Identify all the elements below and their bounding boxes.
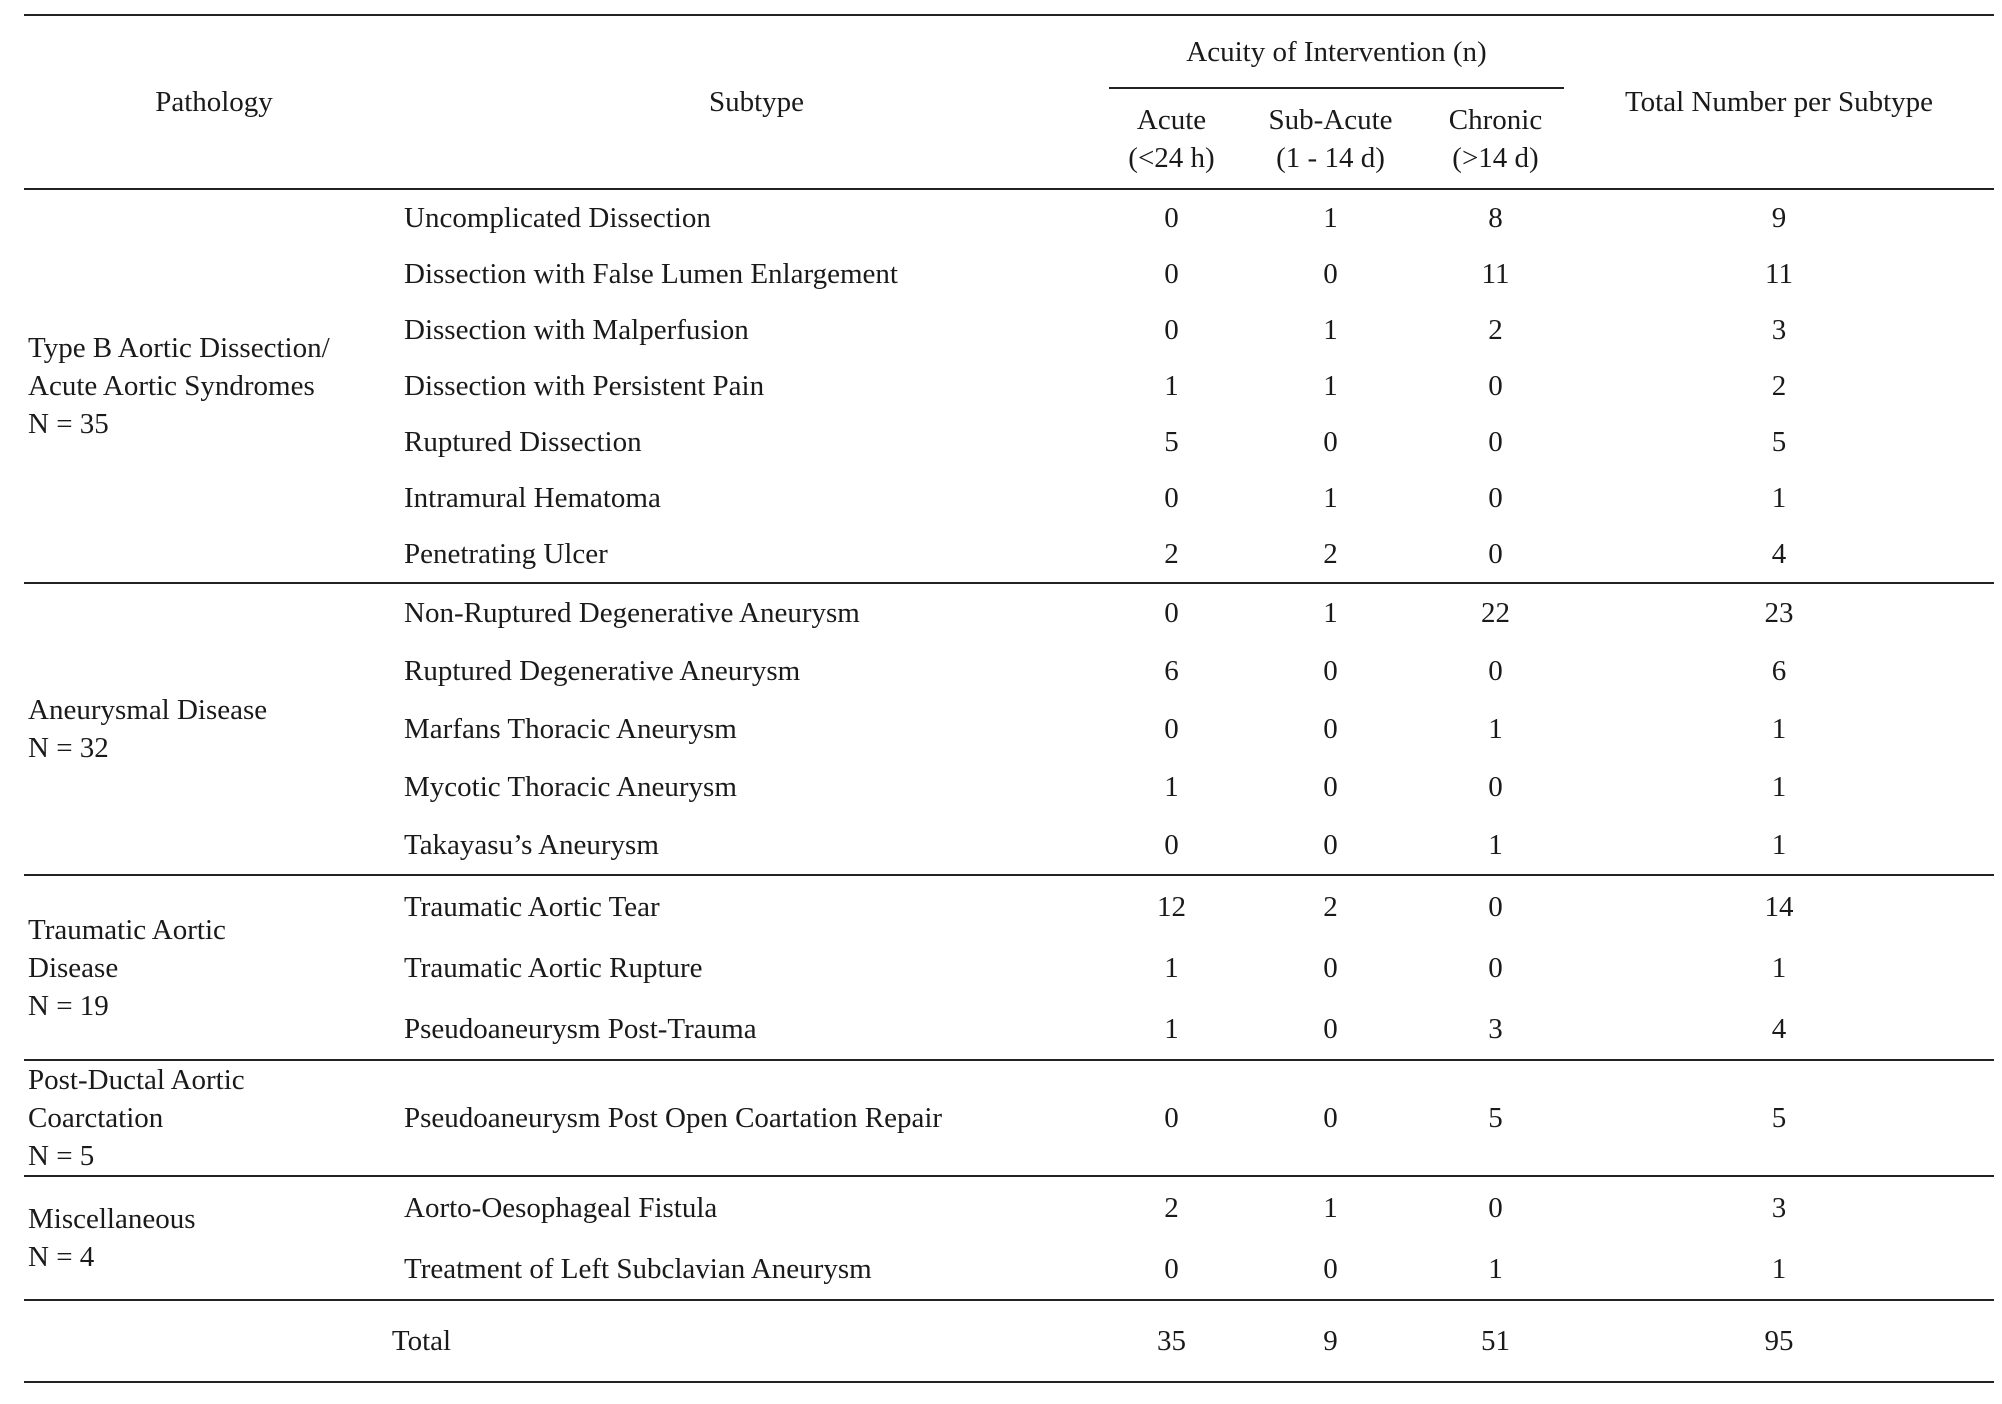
pathology-cell	[24, 1060, 404, 1176]
header-subacute-label: Sub-Acute	[1268, 103, 1393, 136]
subtype-cell: Uncomplicated Dissection	[404, 202, 711, 234]
total-chronic: 51	[1427, 1300, 1564, 1382]
chronic-cell: 22	[1481, 597, 1510, 629]
subtype-cell: Pseudoaneurysm Post-Trauma	[404, 998, 1109, 1060]
table-row	[24, 189, 1994, 246]
table-row	[24, 583, 1994, 642]
total-cell: 1	[1771, 482, 1787, 514]
total-cell: 1	[1564, 816, 1994, 875]
header-acuity-of-intervention: Acuity of Intervention (n)	[1109, 16, 1564, 88]
chronic-cell: 0	[1488, 1191, 1503, 1224]
acute-cell: 1	[1164, 370, 1179, 402]
total-row	[24, 1300, 1994, 1382]
total-label: Total	[24, 1300, 1109, 1382]
pathology-cell	[24, 583, 404, 875]
subtype-cell: Pseudoaneurysm Post Open Coartation Repair	[404, 1060, 1109, 1176]
pathology-count: N = 32	[28, 732, 109, 764]
chronic-cell: 1	[1427, 816, 1564, 875]
acute-cell: 0	[1164, 258, 1179, 290]
chronic-cell: 2	[1488, 314, 1503, 346]
pathology-cell	[24, 875, 404, 1060]
pathology-line: Disease	[28, 951, 119, 984]
pathology-line: Aneurysmal Disease	[28, 694, 268, 726]
subacute-cell: 1	[1323, 482, 1338, 514]
subacute-cell: 0	[1323, 713, 1338, 745]
subacute-cell: 0	[1234, 998, 1427, 1060]
chronic-cell: 1	[1427, 1238, 1564, 1300]
aortic-pathology-table	[24, 14, 1994, 1383]
total-cell: 1	[1771, 713, 1787, 745]
total-cell: 14	[1764, 890, 1794, 923]
acute-cell: 2	[1109, 526, 1234, 583]
table-header	[24, 15, 1994, 189]
acute-cell: 0	[1164, 314, 1179, 346]
table-row	[24, 1060, 1994, 1176]
table-row	[24, 875, 1994, 937]
acute-cell: 5	[1164, 426, 1179, 458]
header-subtype: Subtype	[708, 86, 805, 118]
subtype-cell: Dissection with Malperfusion	[404, 314, 749, 346]
header-acute-label: Acute	[1136, 103, 1207, 136]
acute-cell: 0	[1164, 713, 1179, 745]
pathology-line: Type B Aortic Dissection/	[28, 332, 330, 364]
pathology-count: N = 35	[28, 408, 109, 440]
chronic-cell: 0	[1427, 526, 1564, 583]
acute-cell: 0	[1109, 1238, 1234, 1300]
subtype-cell: Dissection with Persistent Pain	[404, 370, 765, 402]
acute-cell: 0	[1109, 1060, 1234, 1176]
acute-cell: 12	[1157, 890, 1186, 923]
subacute-cell: 0	[1234, 816, 1427, 875]
acute-cell: 0	[1164, 482, 1179, 514]
total-subacute: 9	[1234, 1300, 1427, 1382]
subacute-cell: 0	[1323, 258, 1338, 290]
total-cell: 23	[1764, 597, 1794, 629]
chronic-cell: 1	[1488, 713, 1503, 745]
subtype-cell: Mycotic Thoracic Aneurysm	[404, 771, 737, 803]
header-subacute	[1234, 88, 1427, 188]
subacute-cell: 0	[1323, 771, 1338, 803]
subacute-cell: 1	[1323, 202, 1338, 234]
chronic-cell: 11	[1481, 258, 1510, 290]
pathology-count: N = 4	[28, 1241, 95, 1273]
total-cell: 5	[1564, 1060, 1994, 1176]
chronic-cell: 0	[1488, 482, 1503, 514]
pathology-line: Traumatic Aortic	[28, 913, 226, 946]
header-chronic-label: Chronic	[1448, 103, 1543, 136]
header-pathology: Pathology	[155, 86, 273, 118]
subacute-cell: 1	[1323, 597, 1338, 629]
subtype-cell: Aorto-Oesophageal Fistula	[404, 1191, 718, 1224]
total-cell: 1	[1771, 771, 1787, 803]
subacute-cell: 0	[1323, 426, 1338, 458]
pathology-line: Post-Ductal Aortic	[28, 1064, 245, 1096]
subtype-cell: Traumatic Aortic Rupture	[404, 951, 703, 984]
chronic-cell: 0	[1488, 426, 1503, 458]
chronic-cell: 8	[1488, 202, 1503, 234]
total-cell: 11	[1765, 258, 1793, 290]
subtype-cell: Non-Ruptured Degenerative Aneurysm	[404, 597, 860, 629]
header-chronic	[1427, 88, 1564, 188]
total-cell: 9	[1771, 202, 1787, 234]
subacute-cell: 1	[1323, 314, 1338, 346]
total-cell: 1	[1564, 1238, 1994, 1300]
subacute-cell: 2	[1234, 526, 1427, 583]
acute-cell: 0	[1164, 597, 1179, 629]
total-acute: 35	[1109, 1300, 1234, 1382]
subacute-cell: 1	[1323, 1191, 1338, 1224]
acute-cell: 6	[1164, 655, 1179, 687]
total-cell: 2	[1771, 370, 1787, 402]
subacute-cell: 0	[1323, 951, 1338, 984]
subtype-cell: Penetrating Ulcer	[404, 526, 1109, 583]
total-cell: 4	[1564, 526, 1994, 583]
chronic-cell: 0	[1488, 951, 1503, 984]
subacute-cell: 0	[1234, 1060, 1427, 1176]
acute-cell: 1	[1164, 951, 1179, 984]
header-acute-range: (<24 h)	[1128, 141, 1215, 174]
pathology-count: N = 5	[28, 1140, 95, 1172]
chronic-cell: 0	[1488, 655, 1503, 687]
total-overall: 95	[1564, 1300, 1994, 1382]
subtype-cell: Intramural Hematoma	[404, 482, 661, 514]
acute-cell: 1	[1109, 998, 1234, 1060]
header-total-per-subtype: Total Number per Subtype	[1624, 86, 1934, 118]
pathology-line: Coarctation	[28, 1102, 164, 1134]
acute-cell: 0	[1164, 202, 1179, 234]
total-cell: 3	[1771, 1191, 1787, 1224]
pathology-line: Acute Aortic Syndromes	[28, 370, 315, 402]
pathology-line: Miscellaneous	[28, 1203, 196, 1235]
chronic-cell: 0	[1488, 370, 1503, 402]
total-cell: 4	[1564, 998, 1994, 1060]
table-body	[24, 189, 1994, 1382]
chronic-cell: 0	[1488, 771, 1503, 803]
pathology-count: N = 19	[28, 989, 109, 1022]
subtype-cell: Dissection with False Lumen Enlargement	[404, 258, 898, 290]
subtype-cell: Ruptured Dissection	[404, 426, 642, 458]
chronic-cell: 3	[1427, 998, 1564, 1060]
subtype-cell: Ruptured Degenerative Aneurysm	[404, 655, 801, 687]
subacute-cell: 0	[1323, 655, 1338, 687]
subacute-cell: 2	[1323, 890, 1338, 923]
chronic-cell: 5	[1427, 1060, 1564, 1176]
total-cell: 6	[1771, 655, 1787, 687]
total-cell: 1	[1771, 951, 1787, 984]
subtype-cell: Traumatic Aortic Tear	[404, 890, 660, 923]
acute-cell: 1	[1164, 771, 1179, 803]
subacute-cell: 0	[1234, 1238, 1427, 1300]
acute-cell: 2	[1164, 1191, 1179, 1224]
subtype-cell: Takayasu’s Aneurysm	[404, 816, 1109, 875]
subtype-cell: Treatment of Left Subclavian Aneurysm	[404, 1238, 1109, 1300]
chronic-cell: 0	[1488, 890, 1503, 923]
subacute-cell: 1	[1323, 370, 1338, 402]
header-chronic-range: (>14 d)	[1452, 141, 1539, 174]
header-acute	[1109, 88, 1234, 188]
pathology-cell	[24, 189, 404, 583]
subtype-cell: Marfans Thoracic Aneurysm	[404, 713, 737, 745]
acute-cell: 0	[1109, 816, 1234, 875]
total-cell: 3	[1771, 314, 1787, 346]
pathology-cell	[24, 1176, 404, 1300]
table-row	[24, 1176, 1994, 1238]
header-subacute-range: (1 - 14 d)	[1276, 141, 1385, 174]
total-cell: 5	[1771, 426, 1787, 458]
